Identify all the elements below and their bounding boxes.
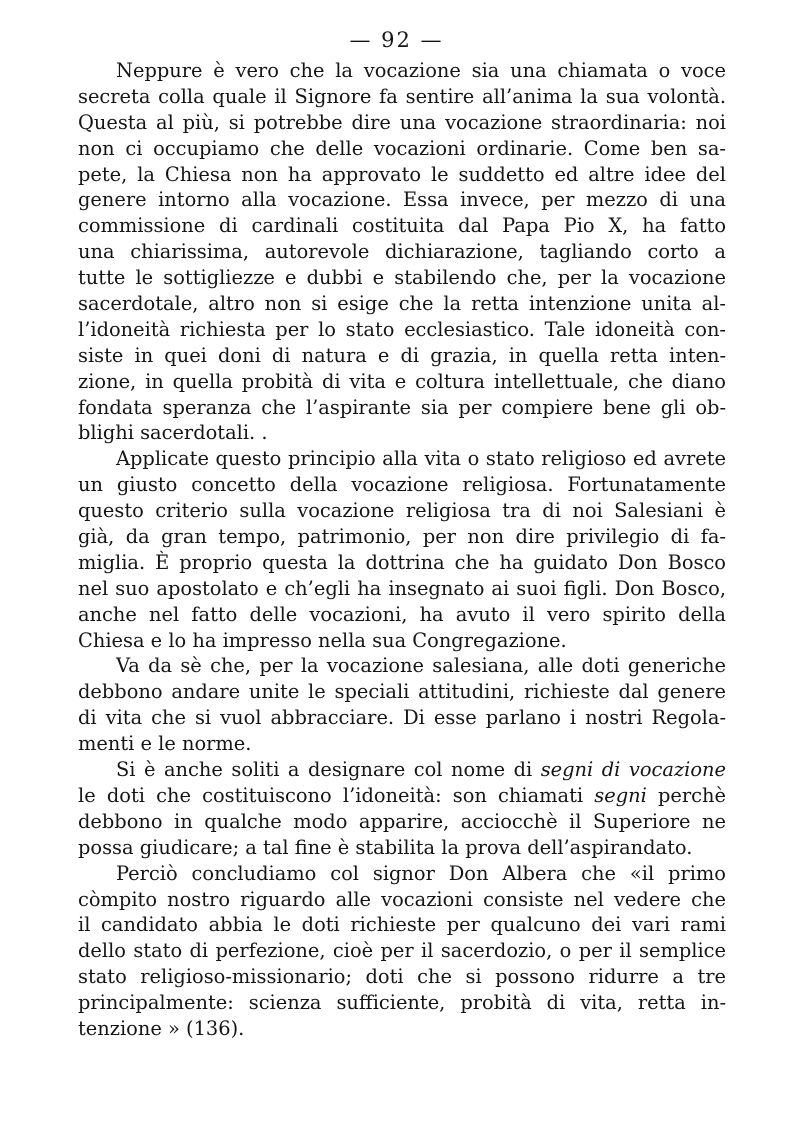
text-line: una chiarissima, autorevole dichiarazione, tagliando corto a bbox=[78, 240, 726, 264]
text-line: Va da sè che, per la vocazione salesiana, alle doti generiche bbox=[116, 654, 726, 678]
text-line: anche nel fatto delle vocazioni, ha avuto il vero spirito della bbox=[78, 602, 726, 626]
text-line: tenzione » (136). bbox=[78, 1016, 245, 1040]
text-line: dello stato di perfezione, cioè per il sacerdozio, o per il semplice bbox=[78, 939, 726, 963]
text-line: non ci occupiamo che delle vocazioni ordinarie. Come ben sa- bbox=[78, 136, 726, 160]
text-line: Perciò concludiamo col signor Don Albera che «il primo bbox=[116, 861, 726, 885]
text-line: debbono in qualche modo apparire, acciocchè il Superiore ne bbox=[78, 809, 726, 833]
text-line: blighi sacerdotali. . bbox=[78, 421, 268, 445]
text-line: un giusto concetto della vocazione religiosa. Fortunatamente bbox=[78, 473, 726, 497]
text-line: sacerdotale, altro non si esige che la retta intenzione unita al- bbox=[78, 292, 726, 316]
text-line: siste in quei doni di natura e di grazia, in quella retta inten- bbox=[78, 343, 726, 367]
text-segment: perchè bbox=[646, 783, 726, 807]
text-line: genere intorno alla vocazione. Essa invece, per mezzo di una bbox=[78, 188, 726, 212]
page-number: — 92 — bbox=[349, 28, 444, 52]
text-line bbox=[78, 757, 726, 783]
text-line: menti e le norme. bbox=[78, 732, 252, 756]
text-line: Neppure è vero che la vocazione sia una chiamata o voce bbox=[116, 59, 726, 82]
text-line: Questa al più, si potrebbe dire una vocazione straordinaria: noi bbox=[78, 110, 726, 134]
text-line: còmpito nostro riguardo alle vocazioni consiste nel vedere che bbox=[78, 887, 726, 911]
text-line: stato religioso-missionario; doti che si possono ridurre a tre bbox=[78, 965, 726, 989]
text-line: principalmente: scienza sufficiente, probità di vita, retta in- bbox=[78, 991, 726, 1015]
text-line: Chiesa e lo ha impresso nella sua Congregazione. bbox=[78, 628, 567, 652]
text-line: pete, la Chiesa non ha approvato le suddetto ed altre idee del bbox=[78, 162, 726, 186]
text-line: debbono andare unite le speciali attitudini, richieste dal genere bbox=[78, 680, 726, 704]
text-line: nel suo apostolato e ch’egli ha insegnato ai suoi figli. Don Bosco, bbox=[78, 576, 726, 600]
text-line: di vita che si vuol abbracciare. Di esse parlano i nostri Regola- bbox=[78, 706, 726, 730]
text-line: il candidato abbia le doti richieste per qualcuno dei vari rami bbox=[78, 913, 726, 937]
text-line: secreta colla quale il Signore fa sentire all’anima la sua volontà. bbox=[78, 84, 726, 108]
text-segment: Si è anche soliti a designare col nome di bbox=[116, 758, 541, 782]
text-line: questo criterio sulla vocazione religiosa tra di noi Salesiani è bbox=[78, 499, 726, 523]
italic-term: segni di vocazione bbox=[540, 758, 726, 782]
text-line: possa giudicare; a tal fine è stabilita la prova dell’aspirandato. bbox=[78, 835, 693, 859]
italic-term: segni bbox=[594, 783, 647, 807]
text-line: l’idoneità richiesta per lo stato ecclesiastico. Tale idoneità con- bbox=[78, 317, 726, 341]
text-line: miglia. È proprio questa la dottrina che ha guidato Don Bosco bbox=[78, 550, 726, 574]
text-line: già, da gran tempo, patrimonio, per non dire privilegio di fa- bbox=[78, 525, 726, 549]
text-line: Applicate questo principio alla vita o stato religioso ed avrete bbox=[116, 447, 726, 471]
text-segment: le doti che costituiscono l’idoneità: son chiamati bbox=[78, 783, 595, 807]
text-line: tutte le sottigliezze e dubbi e stabilendo che, per la vocazione bbox=[78, 266, 726, 290]
body-text bbox=[78, 58, 726, 1042]
text-line bbox=[78, 783, 726, 809]
text-line: zione, in quella probità di vita e coltura intellettuale, che diano bbox=[78, 369, 726, 393]
text-line: fondata speranza che l’aspirante sia per compiere bene gli ob- bbox=[78, 395, 726, 419]
text-line: commissione di cardinali costituita dal Papa Pio X, ha fatto bbox=[78, 214, 726, 238]
